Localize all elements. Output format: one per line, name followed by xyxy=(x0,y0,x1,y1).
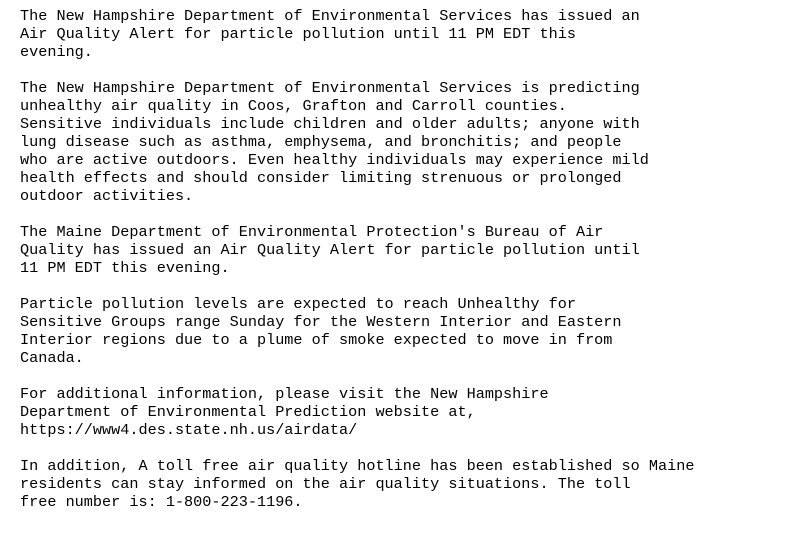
text-line: https://www4.des.state.nh.us/airdata/ xyxy=(20,421,358,439)
text-line: 11 PM EDT this evening. xyxy=(20,259,230,277)
text-line: The Maine Department of Environmental Protection's Bureau of Air xyxy=(20,223,604,241)
text-line: residents can stay informed on the air quality situations. The toll xyxy=(20,475,631,493)
text-line: Canada. xyxy=(20,349,84,367)
paragraph-nh-alert xyxy=(20,7,790,61)
text-line: health effects and should consider limiting strenuous or prolonged xyxy=(20,169,622,187)
paragraph-nh-prediction xyxy=(20,79,790,205)
text-line: unhealthy air quality in Coos, Grafton and Carroll counties. xyxy=(20,97,567,115)
text-line: Sensitive Groups range Sunday for the Western Interior and Eastern xyxy=(20,313,622,331)
bulletin-text xyxy=(20,7,790,529)
text-line: outdoor activities. xyxy=(20,187,194,205)
text-line: Department of Environmental Prediction website at, xyxy=(20,403,476,421)
paragraph-hotline xyxy=(20,457,790,511)
text-line: For additional information, please visit the New Hampshire xyxy=(20,385,549,403)
text-line: free number is: 1-800-223-1196. xyxy=(20,493,303,511)
text-line: The New Hampshire Department of Environmental Services is predicting xyxy=(20,79,640,97)
text-line: evening. xyxy=(20,43,93,61)
paragraph-additional-info xyxy=(20,385,790,439)
text-line: Sensitive individuals include children and older adults; anyone with xyxy=(20,115,640,133)
text-line: The New Hampshire Department of Environmental Services has issued an xyxy=(20,7,640,25)
text-line: In addition, A toll free air quality hotline has been established so Maine xyxy=(20,457,695,475)
paragraph-pollution-levels xyxy=(20,295,790,367)
text-line: Interior regions due to a plume of smoke expected to move in from xyxy=(20,331,613,349)
text-line: lung disease such as asthma, emphysema, and bronchitis; and people xyxy=(20,133,622,151)
text-line: Quality has issued an Air Quality Alert for particle pollution until xyxy=(20,241,640,259)
text-line: who are active outdoors. Even healthy individuals may experience mild xyxy=(20,151,649,169)
text-line: Air Quality Alert for particle pollution until 11 PM EDT this xyxy=(20,25,576,43)
paragraph-maine-alert xyxy=(20,223,790,277)
text-line: Particle pollution levels are expected to reach Unhealthy for xyxy=(20,295,576,313)
